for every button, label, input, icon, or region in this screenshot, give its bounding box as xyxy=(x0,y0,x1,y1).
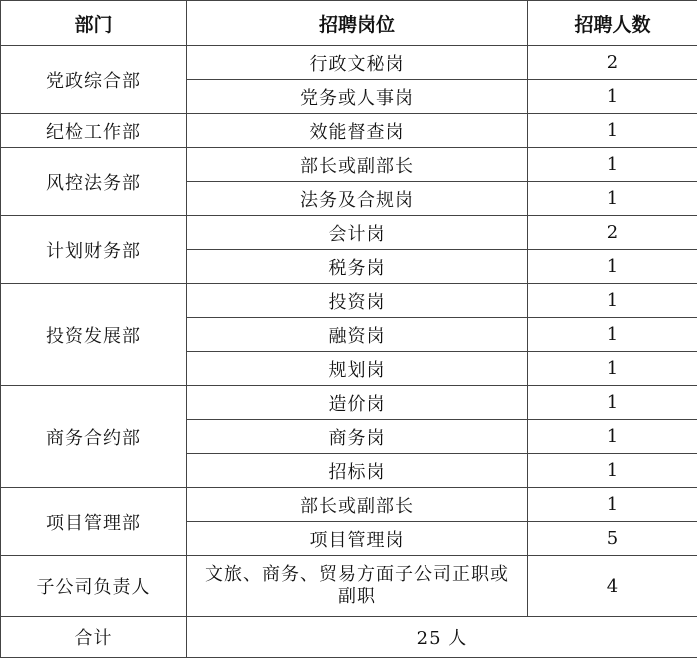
position-cell: 造价岗 xyxy=(187,386,528,420)
position-cell: 部长或副部长 xyxy=(187,148,528,182)
table-row xyxy=(1,488,697,522)
position-cell: 项目管理岗 xyxy=(187,522,528,556)
count-cell: 1 xyxy=(528,420,697,454)
count-cell: 1 xyxy=(528,318,697,352)
position-cell: 效能督查岗 xyxy=(187,114,528,148)
department-cell: 项目管理部 xyxy=(1,488,187,556)
department-cell: 计划财务部 xyxy=(1,216,187,284)
department-cell: 风控法务部 xyxy=(1,148,187,216)
count-cell: 1 xyxy=(528,250,697,284)
count-cell: 1 xyxy=(528,114,697,148)
department-cell: 商务合约部 xyxy=(1,386,187,488)
table-row xyxy=(1,216,697,250)
position-cell: 规划岗 xyxy=(187,352,528,386)
count-cell: 1 xyxy=(528,454,697,488)
position-cell: 税务岗 xyxy=(187,250,528,284)
department-cell: 子公司负责人 xyxy=(1,556,187,617)
header-count: 招聘人数 xyxy=(528,1,697,46)
table-row xyxy=(1,556,697,617)
position-cell: 党务或人事岗 xyxy=(187,80,528,114)
count-cell: 4 xyxy=(528,556,697,617)
position-cell: 融资岗 xyxy=(187,318,528,352)
header-position: 招聘岗位 xyxy=(187,1,528,46)
count-cell: 1 xyxy=(528,488,697,522)
position-cell: 法务及合规岗 xyxy=(187,182,528,216)
table-row xyxy=(1,114,697,148)
count-cell: 5 xyxy=(528,522,697,556)
total-label: 合计 xyxy=(1,617,187,658)
position-cell: 部长或副部长 xyxy=(187,488,528,522)
position-cell: 投资岗 xyxy=(187,284,528,318)
position-cell: 商务岗 xyxy=(187,420,528,454)
table-row xyxy=(1,386,697,420)
position-cell: 行政文秘岗 xyxy=(187,46,528,80)
total-row xyxy=(1,617,697,658)
count-cell: 1 xyxy=(528,352,697,386)
department-cell: 纪检工作部 xyxy=(1,114,187,148)
total-value: 25 人 xyxy=(187,617,697,658)
count-cell: 1 xyxy=(528,148,697,182)
position-cell: 招标岗 xyxy=(187,454,528,488)
header-department: 部门 xyxy=(1,1,187,46)
position-cell: 会计岗 xyxy=(187,216,528,250)
count-cell: 1 xyxy=(528,284,697,318)
count-cell: 1 xyxy=(528,80,697,114)
count-cell: 2 xyxy=(528,216,697,250)
position-cell: 文旅、商务、贸易方面子公司正职或副职 xyxy=(187,556,528,617)
table-row xyxy=(1,46,697,80)
department-cell: 投资发展部 xyxy=(1,284,187,386)
table-row xyxy=(1,284,697,318)
table-row xyxy=(1,148,697,182)
count-cell: 1 xyxy=(528,182,697,216)
department-cell: 党政综合部 xyxy=(1,46,187,114)
header-row xyxy=(1,1,697,46)
count-cell: 1 xyxy=(528,386,697,420)
count-cell: 2 xyxy=(528,46,697,80)
